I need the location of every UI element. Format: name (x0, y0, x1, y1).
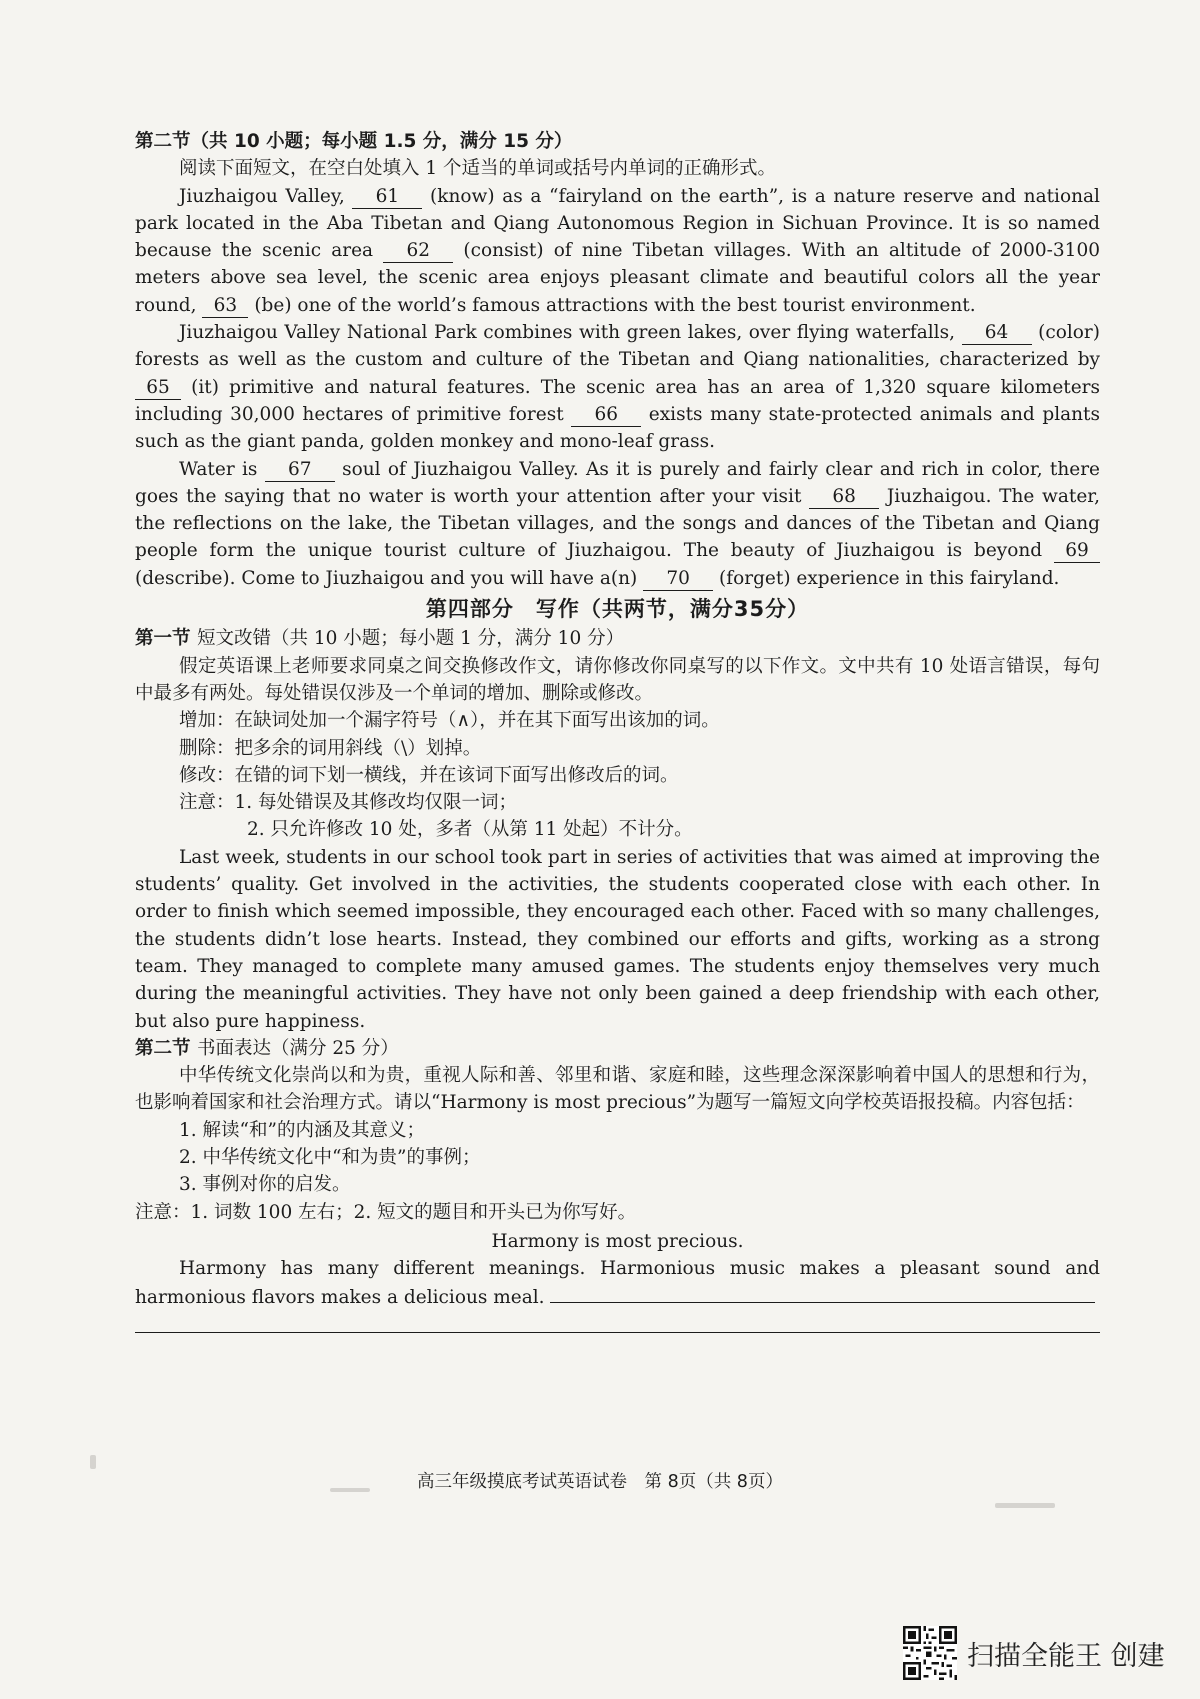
sec2-label-rest: 书面表达（满分 25 分） (196, 1037, 399, 1059)
blank-61[interactable]: 61 (352, 186, 422, 209)
p1-text-3: (consist) of nine Tibetan villages. With an altitude of 2000-3100 meters above sea level, the scenic area enjoys pleasant climate and beautiful colors all the year round, (135, 240, 1100, 316)
part4-sec2-heading (135, 1035, 1100, 1062)
p2-text-1: Jiuzhaigou Valley National Park combines with green lakes, over flying waterfalls, (179, 322, 955, 344)
essay-title: Harmony is most precious. (491, 1230, 744, 1252)
rule-add: 增加：在缺词处加一个漏字符号（∧），并在其下面写出该加的词。 (179, 710, 720, 732)
page-footer: 高三年级摸底考试英语试卷 第 8页（共 8页） (417, 1472, 783, 1492)
content-item-2: 2. 中华传统文化中“和为贵”的事例； (179, 1146, 481, 1168)
scan-speck (330, 1488, 370, 1492)
p1-text-4: (be) one of the world’s famous attractions with the best tourist environment. (254, 294, 976, 316)
sec1-label-rest: 短文改错（共 10 小题；每小题 1 分，满分 10 分） (196, 628, 625, 650)
blank-66[interactable]: 66 (571, 404, 641, 427)
section2-instruction: 阅读下面短文，在空白处填入 1 个适当的单词或括号内单词的正确形式。 (179, 158, 777, 180)
p3-text-3: Jiuzhaigou. The water, the reflections on the lake, the Tibetan villages, and the songs and dances of the Tibetan and Qiang people form the unique tourist culture of Jiuzhaigou. The beauty of Jiuzhaigou is beyond (135, 485, 1100, 562)
page-content (135, 128, 1100, 1333)
essay-opening (135, 1255, 1100, 1312)
p2-text-4: exists many state-protected animals and plants such as the giant panda, golden monkey and mono-leaf grass. (135, 403, 1100, 453)
p1-text-2: (know) as a “fairyland on the earth”, is a nature reserve and national park located in the Aba Tibetan and Qiang Autonomous Region in Sichuan Province. It is so named because the scenic area (135, 185, 1100, 262)
p3-text-2: soul of Jiuzhaigou Valley. As it is purely and fairly clear and rich in color, there goes the saying that no water is worth your attention after your visit (135, 458, 1100, 507)
p2-text-2: (color) forests as well as the custom and culture of the Tibetan and Qiang nationalities, characterized by (135, 322, 1100, 371)
blank-62[interactable]: 62 (383, 240, 453, 263)
blank-68[interactable]: 68 (809, 486, 879, 509)
scanner-watermark (903, 1625, 1165, 1681)
content-item-1: 1. 解读“和”的内涵及其意义； (179, 1119, 425, 1141)
rule-delete: 删除：把多余的词用斜线（\）划掉。 (179, 737, 482, 759)
cloze-paragraph-2 (135, 319, 1100, 455)
content-item-3: 3. 事例对你的启发。 (179, 1174, 351, 1196)
cloze-paragraph-3 (135, 456, 1100, 592)
scanner-brand-text: 扫描全能王 创建 (967, 1640, 1165, 1672)
part4-sec1-heading (135, 625, 1100, 652)
note-1: 注意：1. 每处错误及其修改均仅限一词； (179, 792, 518, 814)
sec2-label: 第二节 (135, 1037, 191, 1059)
cloze-paragraph-1 (135, 183, 1100, 319)
blank-64[interactable]: 64 (962, 322, 1032, 345)
p3-text-4: (describe). Come to Jiuzhaigou and you will have a(n) (135, 567, 638, 589)
note-2: 2. 只允许修改 10 处，多者（从第 11 处起）不计分。 (247, 819, 693, 841)
rule-modify: 修改：在错的词下划一横线，并在该词下面写出修改后的词。 (179, 764, 679, 786)
scan-speck (90, 1455, 96, 1469)
scan-speck (995, 1503, 1055, 1508)
qr-code-icon (903, 1626, 957, 1680)
writing-note: 注意：1. 词数 100 左右；2. 短文的题目和开头已为你写好。 (135, 1201, 637, 1223)
p3-text-1: Water is (179, 458, 258, 480)
blank-65[interactable]: 65 (135, 377, 181, 400)
p1-text-1: Jiuzhaigou Valley, (179, 185, 345, 207)
blank-69[interactable]: 69 (1054, 540, 1100, 563)
sec1-intro: 假定英语课上老师要求同桌之间交换修改作文，请你修改你同桌写的以下作文。文中共有 10 处语言错误，每句中最多有两处。每处错误仅涉及一个单词的增加、删除或修改。 (135, 655, 1100, 704)
answer-line-full[interactable] (135, 1332, 1100, 1333)
correction-passage: Last week, students in our school took part in series of activities that was aimed at improving the students’ quality. Get involved in the activities, the students cooperated close with each other. In order to finish which seemed impossible, they encouraged each other. Faced with so many challenges, the students didn’t lose hearts. Instead, they combined our efforts and gifts, working as a strong team. They managed to complete many amused games. The students enjoy themselves very much during the meaningful activities. They have not only been gained a deep friendship with each other, but also pure happiness. (135, 846, 1100, 1032)
p2-text-3: (it) primitive and natural features. The scenic area has an area of 1,320 square kilometers including 30,000 hectares of primitive forest (135, 376, 1100, 425)
blank-63[interactable]: 63 (202, 295, 248, 318)
answer-line-inline[interactable] (550, 1282, 1095, 1303)
blank-70[interactable]: 70 (643, 568, 713, 591)
sec1-label: 第一节 (135, 628, 191, 650)
sec2-intro: 中华传统文化崇尚以和为贵，重视人际和善、邻里和谐、家庭和睦，这些理念深深影响着中国人的思想和行为，也影响着国家和社会治理方式。请以“Harmony is most precious”为题写一篇短文向学校英语报投稿。内容包括： (135, 1065, 1100, 1114)
p3-text-5: (forget) experience in this fairyland. (719, 567, 1060, 589)
section2-heading: 第二节（共 10 小题；每小题 1.5 分，满分 15 分） (135, 131, 573, 152)
part4-title: 第四部分 写作（共两节，满分35分） (425, 597, 810, 622)
essay-start-text: Harmony has many different meanings. Harmonious music makes a pleasant sound and harmonious flavors makes a delicious meal. (135, 1258, 1100, 1309)
blank-67[interactable]: 67 (265, 459, 335, 482)
